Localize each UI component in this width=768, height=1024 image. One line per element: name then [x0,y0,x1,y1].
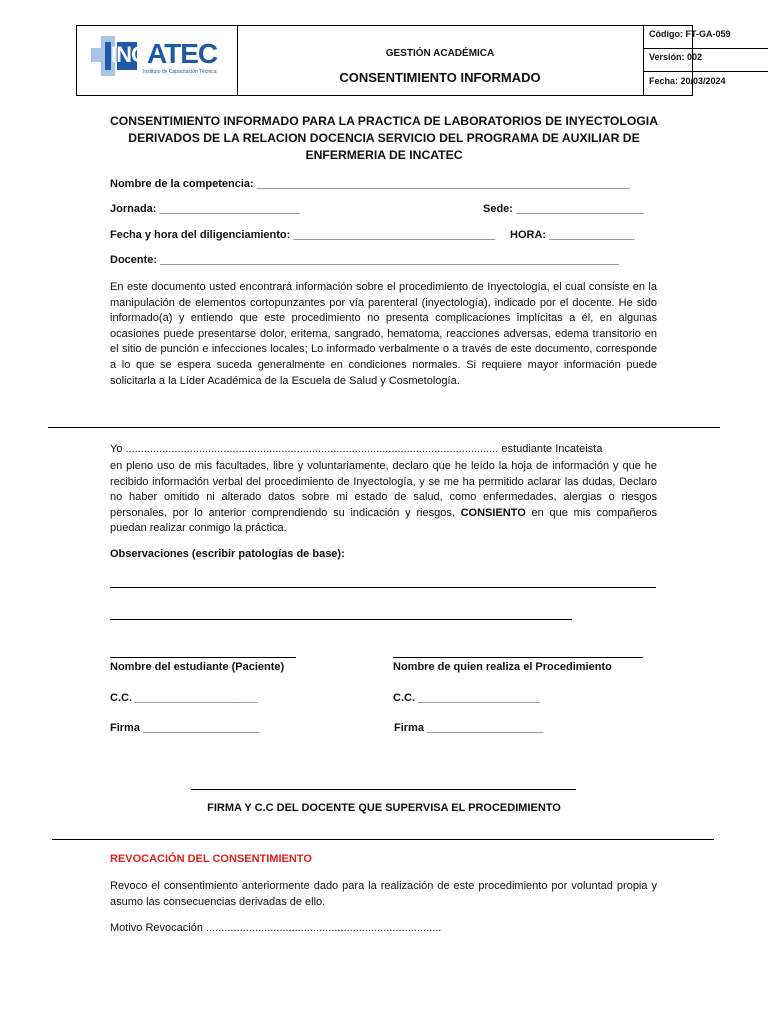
title-cell [237,26,644,95]
teacher-signature-line[interactable] [191,789,576,790]
fecha-hora-field[interactable]: Fecha y hora del diligenciamiento: _________________________________ [110,229,496,241]
department-label: GESTIÓN ACADÉMICA [385,48,495,59]
logo-cell [77,26,238,95]
hora-field[interactable]: HORA: ______________ [510,229,635,241]
consent-body: en pleno uso de mis facultades, libre y voluntariamente, declaro que he leído la hoja de información y que he recibido información verbal del procedimiento de Inyectología, y se me ha permitido aclarar las dudas, Declaro no haber omitido ni alterado datos sobre mi estado de salud, como enfermedades, alergias o riesgos personales, por lo anterior comprendiendo su indicación y riesgos, [110,460,657,519]
section-divider [48,427,720,428]
teacher-signature-label: FIRMA Y C.C DEL DOCENTE QUE SUPERVISA EL PROCEDIMIENTO [207,802,561,814]
competencia-field[interactable]: Nombre de la competencia: _____________________________________________________________ [110,178,630,190]
version-label: Versión: 002 [643,49,768,72]
student-cc-field[interactable]: C.C. ____________________ [110,692,258,704]
observaciones-label: Observaciones (escribir patologías de base): [110,548,345,560]
yo-line[interactable]: Yo .......................................................................................................................... estudiante Incateista [110,443,603,455]
revocation-title: REVOCACIÓN DEL CONSENTIMIENTO [110,853,312,865]
consent-body-end: en que mis compañeros puedan realizar conmigo la práctica. [110,506,657,535]
code-label: Código: FT-GA-059 [643,26,768,49]
consent-paragraph [110,459,657,537]
document-header [76,25,731,96]
student-signature-line[interactable] [110,657,296,658]
student-firma-field[interactable]: Firma ___________________ [110,722,260,734]
motivo-revocacion-field[interactable]: Motivo Revocación ............................................................................. [110,922,442,934]
document-title: CONSENTIMIENTO INFORMADO [339,70,541,85]
meta-cell [643,26,731,95]
docente-field[interactable]: Docente: ___________________________________________________________________________ [110,254,619,266]
logo-text: ATEC [147,38,218,69]
performer-cc-field[interactable]: C.C. ____________________ [393,692,541,704]
logo-prefix: INC [111,42,146,67]
consiento-word: CONSIENTO [460,506,526,519]
observaciones-line-1[interactable] [110,587,656,588]
jornada-field[interactable]: Jornada: _______________________ [110,203,301,215]
revocation-text: Revoco el consentimiento anteriormente dado para la realización de este procedimiento por voluntad propia y asumo las consecuencias derivadas de ello. [110,880,657,908]
student-name-label: Nombre del estudiante (Paciente) [110,661,285,673]
performer-firma-field[interactable]: Firma ___________________ [394,722,544,734]
performer-name-label: Nombre de quien realiza el Procedimiento [393,661,612,673]
info-paragraph: En este documento usted encontrará información sobre el procedimiento de Inyectología, el cual consiste en la manipulación de elementos cortopunzantes por vía parenteral (inyectología), indicado por el docente. He sido informado(a) y entiendo que este procedimiento no presenta complicaciones implícitas a él, en algunas ocasiones puede presentarse dolor, eritema, sangrado, hematoma, reacciones adversas, edema transitorio en el sitio de punción e infecciones locales; Lo informado verbalmente o a través de este documento, corresponde a lo que se espera suceda generalmente en condiciones normales. Si requiere mayor información puede solicitarla a la Líder Académica de la Escuela de Salud y Cosmetología. [110,281,657,387]
performer-signature-line[interactable] [393,657,643,658]
sede-field[interactable]: Sede: _____________________ [483,203,645,215]
section-divider-2 [52,839,714,840]
date-label: Fecha: 20/03/2024 [649,76,726,86]
logo-subtitle: Instituto de Capacitación Técnica [143,69,217,75]
form-title: CONSENTIMIENTO INFORMADO PARA LA PRACTICA DE LABORATORIOS DE INYECTOLOGIA DERIVADOS DE LA RELACION DOCENCIA SERVICIO DEL PROGRAMA DE AUXILIAR DE ENFERMERIA DE INCATEC [110,114,658,162]
observaciones-line-2[interactable] [110,619,572,620]
